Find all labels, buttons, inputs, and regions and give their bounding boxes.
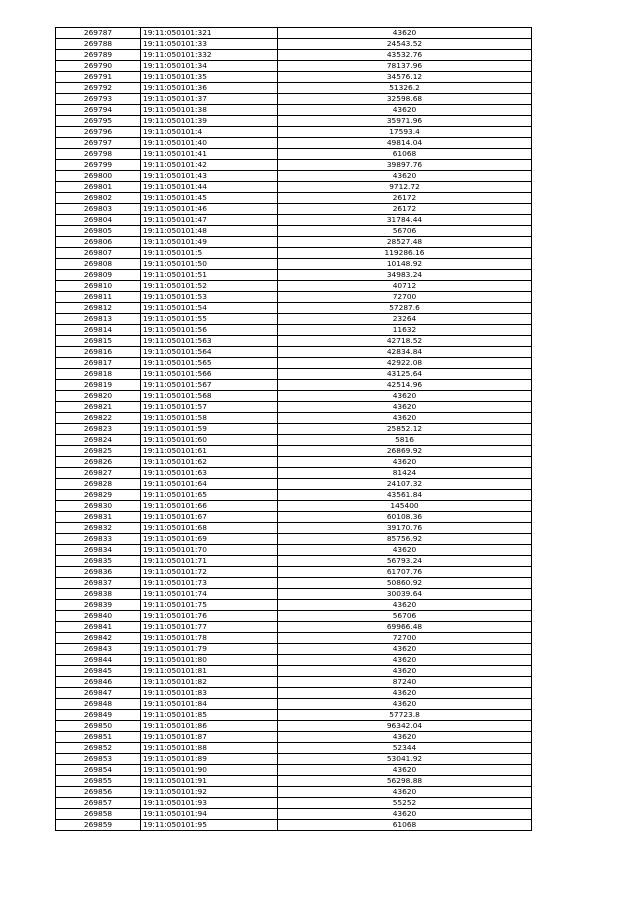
row-number-cell: 269799 — [56, 160, 141, 171]
row-number-cell: 269856 — [56, 787, 141, 798]
value-cell: 78137.96 — [278, 61, 532, 72]
row-number-cell: 269836 — [56, 567, 141, 578]
cadastral-number-cell: 19:11:050101:52 — [141, 281, 278, 292]
value-cell: 23264 — [278, 314, 532, 325]
cadastral-number-cell: 19:11:050101:55 — [141, 314, 278, 325]
row-number-cell: 269849 — [56, 710, 141, 721]
value-cell: 52344 — [278, 743, 532, 754]
row-number-cell: 269838 — [56, 589, 141, 600]
cadastral-number-cell: 19:11:050101:54 — [141, 303, 278, 314]
value-cell: 43620 — [278, 809, 532, 820]
table-row — [56, 50, 532, 61]
table-row — [56, 292, 532, 303]
row-number-cell: 269812 — [56, 303, 141, 314]
table-row — [56, 545, 532, 556]
value-cell: 43620 — [278, 787, 532, 798]
row-number-cell: 269830 — [56, 501, 141, 512]
table-row — [56, 644, 532, 655]
table-row — [56, 193, 532, 204]
table-row — [56, 380, 532, 391]
table-row — [56, 787, 532, 798]
table-row — [56, 798, 532, 809]
cadastral-number-cell: 19:11:050101:91 — [141, 776, 278, 787]
value-cell: 72700 — [278, 633, 532, 644]
value-cell: 32598.68 — [278, 94, 532, 105]
cadastral-number-cell: 19:11:050101:45 — [141, 193, 278, 204]
cadastral-number-cell: 19:11:050101:93 — [141, 798, 278, 809]
value-cell: 56706 — [278, 611, 532, 622]
row-number-cell: 269815 — [56, 336, 141, 347]
table-row — [56, 490, 532, 501]
table-row — [56, 523, 532, 534]
table-row — [56, 226, 532, 237]
table-row — [56, 446, 532, 457]
table-row — [56, 567, 532, 578]
row-number-cell: 269850 — [56, 721, 141, 732]
table-row — [56, 677, 532, 688]
row-number-cell: 269828 — [56, 479, 141, 490]
row-number-cell: 269819 — [56, 380, 141, 391]
table-row — [56, 479, 532, 490]
cadastral-number-cell: 19:11:050101:49 — [141, 237, 278, 248]
row-number-cell: 269851 — [56, 732, 141, 743]
cadastral-number-cell: 19:11:050101:41 — [141, 149, 278, 160]
table-row — [56, 578, 532, 589]
value-cell: 43620 — [278, 655, 532, 666]
value-cell: 26869.92 — [278, 446, 532, 457]
table-row — [56, 710, 532, 721]
row-number-cell: 269806 — [56, 237, 141, 248]
cadastral-number-cell: 19:11:050101:67 — [141, 512, 278, 523]
table-row — [56, 688, 532, 699]
row-number-cell: 269825 — [56, 446, 141, 457]
value-cell: 28527.48 — [278, 237, 532, 248]
cadastral-number-cell: 19:11:050101:50 — [141, 259, 278, 270]
cadastral-number-cell: 19:11:050101:58 — [141, 413, 278, 424]
cadastral-number-cell: 19:11:050101:565 — [141, 358, 278, 369]
value-cell: 34576.12 — [278, 72, 532, 83]
row-number-cell: 269797 — [56, 138, 141, 149]
table-row — [56, 149, 532, 160]
row-number-cell: 269788 — [56, 39, 141, 50]
row-number-cell: 269816 — [56, 347, 141, 358]
value-cell: 42922.08 — [278, 358, 532, 369]
table-row — [56, 721, 532, 732]
row-number-cell: 269855 — [56, 776, 141, 787]
row-number-cell: 269853 — [56, 754, 141, 765]
table-row — [56, 435, 532, 446]
value-cell: 43620 — [278, 545, 532, 556]
value-cell: 5816 — [278, 435, 532, 446]
value-cell: 43620 — [278, 688, 532, 699]
cadastral-number-cell: 19:11:050101:82 — [141, 677, 278, 688]
row-number-cell: 269824 — [56, 435, 141, 446]
table-row — [56, 600, 532, 611]
value-cell: 81424 — [278, 468, 532, 479]
row-number-cell: 269811 — [56, 292, 141, 303]
value-cell: 42718.52 — [278, 336, 532, 347]
row-number-cell: 269833 — [56, 534, 141, 545]
row-number-cell: 269832 — [56, 523, 141, 534]
table-row — [56, 820, 532, 831]
cadastral-number-cell: 19:11:050101:563 — [141, 336, 278, 347]
cadastral-number-cell: 19:11:050101:74 — [141, 589, 278, 600]
row-number-cell: 269845 — [56, 666, 141, 677]
row-number-cell: 269829 — [56, 490, 141, 501]
row-number-cell: 269787 — [56, 28, 141, 39]
table-row — [56, 116, 532, 127]
table-row — [56, 501, 532, 512]
cadastral-number-cell: 19:11:050101:332 — [141, 50, 278, 61]
cadastral-number-cell: 19:11:050101:68 — [141, 523, 278, 534]
row-number-cell: 269805 — [56, 226, 141, 237]
value-cell: 43620 — [278, 413, 532, 424]
row-number-cell: 269839 — [56, 600, 141, 611]
value-cell: 43620 — [278, 28, 532, 39]
value-cell: 56298.88 — [278, 776, 532, 787]
row-number-cell: 269826 — [56, 457, 141, 468]
value-cell: 40712 — [278, 281, 532, 292]
value-cell: 42514.96 — [278, 380, 532, 391]
table-row — [56, 61, 532, 72]
cadastral-number-cell: 19:11:050101:4 — [141, 127, 278, 138]
cadastral-number-cell: 19:11:050101:77 — [141, 622, 278, 633]
cadastral-number-cell: 19:11:050101:566 — [141, 369, 278, 380]
cadastral-number-cell: 19:11:050101:94 — [141, 809, 278, 820]
table-row — [56, 347, 532, 358]
table-row — [56, 534, 532, 545]
row-number-cell: 269809 — [56, 270, 141, 281]
value-cell: 26172 — [278, 193, 532, 204]
row-number-cell: 269814 — [56, 325, 141, 336]
row-number-cell: 269848 — [56, 699, 141, 710]
table-row — [56, 732, 532, 743]
row-number-cell: 269795 — [56, 116, 141, 127]
value-cell: 55252 — [278, 798, 532, 809]
row-number-cell: 269802 — [56, 193, 141, 204]
row-number-cell: 269858 — [56, 809, 141, 820]
table-row — [56, 413, 532, 424]
cadastral-number-cell: 19:11:050101:89 — [141, 754, 278, 765]
value-cell: 43561.84 — [278, 490, 532, 501]
cadastral-number-cell: 19:11:050101:321 — [141, 28, 278, 39]
table-row — [56, 622, 532, 633]
row-number-cell: 269818 — [56, 369, 141, 380]
table-row — [56, 655, 532, 666]
table-row — [56, 589, 532, 600]
value-cell: 17593.4 — [278, 127, 532, 138]
row-number-cell: 269793 — [56, 94, 141, 105]
cadastral-number-cell: 19:11:050101:46 — [141, 204, 278, 215]
table-row — [56, 248, 532, 259]
value-cell: 145400 — [278, 501, 532, 512]
cadastral-number-cell: 19:11:050101:80 — [141, 655, 278, 666]
value-cell: 51326.2 — [278, 83, 532, 94]
row-number-cell: 269831 — [56, 512, 141, 523]
value-cell: 53041.92 — [278, 754, 532, 765]
value-cell: 61068 — [278, 820, 532, 831]
table-row — [56, 457, 532, 468]
row-number-cell: 269813 — [56, 314, 141, 325]
table-row — [56, 28, 532, 39]
cadastral-number-cell: 19:11:050101:5 — [141, 248, 278, 259]
table-row — [56, 754, 532, 765]
value-cell: 43620 — [278, 732, 532, 743]
value-cell: 43620 — [278, 699, 532, 710]
cadastral-number-cell: 19:11:050101:95 — [141, 820, 278, 831]
cadastral-number-cell: 19:11:050101:60 — [141, 435, 278, 446]
table-row — [56, 72, 532, 83]
table-row — [56, 215, 532, 226]
table-row — [56, 424, 532, 435]
cadastral-number-cell: 19:11:050101:85 — [141, 710, 278, 721]
table-row — [56, 314, 532, 325]
value-cell: 39897.76 — [278, 160, 532, 171]
value-cell: 61068 — [278, 149, 532, 160]
cadastral-number-cell: 19:11:050101:43 — [141, 171, 278, 182]
row-number-cell: 269846 — [56, 677, 141, 688]
cadastral-number-cell: 19:11:050101:568 — [141, 391, 278, 402]
value-cell: 34983.24 — [278, 270, 532, 281]
cadastral-number-cell: 19:11:050101:39 — [141, 116, 278, 127]
table-row — [56, 468, 532, 479]
cadastral-number-cell: 19:11:050101:51 — [141, 270, 278, 281]
row-number-cell: 269803 — [56, 204, 141, 215]
table-row — [56, 743, 532, 754]
cadastral-number-cell: 19:11:050101:75 — [141, 600, 278, 611]
value-cell: 43620 — [278, 105, 532, 116]
cadastral-number-cell: 19:11:050101:81 — [141, 666, 278, 677]
row-number-cell: 269840 — [56, 611, 141, 622]
cadastral-number-cell: 19:11:050101:37 — [141, 94, 278, 105]
row-number-cell: 269796 — [56, 127, 141, 138]
cadastral-number-cell: 19:11:050101:84 — [141, 699, 278, 710]
value-cell: 43620 — [278, 666, 532, 677]
value-cell: 43620 — [278, 644, 532, 655]
value-cell: 43620 — [278, 457, 532, 468]
value-cell: 119286.16 — [278, 248, 532, 259]
cadastral-number-cell: 19:11:050101:53 — [141, 292, 278, 303]
value-cell: 30039.64 — [278, 589, 532, 600]
table-row — [56, 270, 532, 281]
table-row — [56, 171, 532, 182]
cadastral-number-cell: 19:11:050101:57 — [141, 402, 278, 413]
row-number-cell: 269804 — [56, 215, 141, 226]
cadastral-number-cell: 19:11:050101:87 — [141, 732, 278, 743]
value-cell: 56793.24 — [278, 556, 532, 567]
table-row — [56, 259, 532, 270]
row-number-cell: 269792 — [56, 83, 141, 94]
table-row — [56, 556, 532, 567]
value-cell: 39170.76 — [278, 523, 532, 534]
value-cell: 60108.36 — [278, 512, 532, 523]
row-number-cell: 269791 — [56, 72, 141, 83]
cadastral-number-cell: 19:11:050101:564 — [141, 347, 278, 358]
cadastral-number-cell: 19:11:050101:56 — [141, 325, 278, 336]
cadastral-number-cell: 19:11:050101:70 — [141, 545, 278, 556]
table-row — [56, 633, 532, 644]
row-number-cell: 269847 — [56, 688, 141, 699]
value-cell: 56706 — [278, 226, 532, 237]
row-number-cell: 269842 — [56, 633, 141, 644]
value-cell: 43620 — [278, 765, 532, 776]
table-row — [56, 512, 532, 523]
table-row — [56, 336, 532, 347]
cadastral-number-cell: 19:11:050101:71 — [141, 556, 278, 567]
value-cell: 43620 — [278, 171, 532, 182]
row-number-cell: 269827 — [56, 468, 141, 479]
table-row — [56, 809, 532, 820]
cadastral-number-cell: 19:11:050101:61 — [141, 446, 278, 457]
table-row — [56, 391, 532, 402]
value-cell: 11632 — [278, 325, 532, 336]
cadastral-number-cell: 19:11:050101:88 — [141, 743, 278, 754]
cadastral-number-cell: 19:11:050101:38 — [141, 105, 278, 116]
table-row — [56, 325, 532, 336]
cadastral-number-cell: 19:11:050101:69 — [141, 534, 278, 545]
table-row — [56, 182, 532, 193]
cadastral-number-cell: 19:11:050101:92 — [141, 787, 278, 798]
value-cell: 43532.76 — [278, 50, 532, 61]
row-number-cell: 269837 — [56, 578, 141, 589]
row-number-cell: 269854 — [56, 765, 141, 776]
row-number-cell: 269823 — [56, 424, 141, 435]
table-row — [56, 281, 532, 292]
value-cell: 49814.04 — [278, 138, 532, 149]
cadastral-number-cell: 19:11:050101:72 — [141, 567, 278, 578]
table-row — [56, 765, 532, 776]
cadastral-number-cell: 19:11:050101:42 — [141, 160, 278, 171]
value-cell: 35971.96 — [278, 116, 532, 127]
table-row — [56, 666, 532, 677]
value-cell: 43620 — [278, 391, 532, 402]
row-number-cell: 269822 — [56, 413, 141, 424]
row-number-cell: 269800 — [56, 171, 141, 182]
table-row — [56, 776, 532, 787]
value-cell: 9712.72 — [278, 182, 532, 193]
table-row — [56, 611, 532, 622]
cadastral-number-cell: 19:11:050101:63 — [141, 468, 278, 479]
table-row — [56, 127, 532, 138]
cadastral-number-cell: 19:11:050101:35 — [141, 72, 278, 83]
cadastral-number-cell: 19:11:050101:33 — [141, 39, 278, 50]
cadastral-number-cell: 19:11:050101:73 — [141, 578, 278, 589]
value-cell: 24107.32 — [278, 479, 532, 490]
table-body — [56, 28, 532, 831]
row-number-cell: 269857 — [56, 798, 141, 809]
row-number-cell: 269789 — [56, 50, 141, 61]
value-cell: 24543.52 — [278, 39, 532, 50]
row-number-cell: 269852 — [56, 743, 141, 754]
table-row — [56, 83, 532, 94]
cadastral-number-cell: 19:11:050101:66 — [141, 501, 278, 512]
table-row — [56, 105, 532, 116]
value-cell: 50860.92 — [278, 578, 532, 589]
row-number-cell: 269807 — [56, 248, 141, 259]
table-row — [56, 699, 532, 710]
value-cell: 43620 — [278, 600, 532, 611]
table-row — [56, 138, 532, 149]
value-cell: 26172 — [278, 204, 532, 215]
value-cell: 85756.92 — [278, 534, 532, 545]
cadastral-number-cell: 19:11:050101:76 — [141, 611, 278, 622]
table-row — [56, 303, 532, 314]
cadastral-number-cell: 19:11:050101:65 — [141, 490, 278, 501]
cadastral-number-cell: 19:11:050101:86 — [141, 721, 278, 732]
value-cell: 10148.92 — [278, 259, 532, 270]
row-number-cell: 269834 — [56, 545, 141, 556]
row-number-cell: 269817 — [56, 358, 141, 369]
row-number-cell: 269835 — [56, 556, 141, 567]
cadastral-number-cell: 19:11:050101:90 — [141, 765, 278, 776]
cadastral-number-cell: 19:11:050101:44 — [141, 182, 278, 193]
value-cell: 61707.76 — [278, 567, 532, 578]
row-number-cell: 269794 — [56, 105, 141, 116]
row-number-cell: 269810 — [56, 281, 141, 292]
cadastral-number-cell: 19:11:050101:47 — [141, 215, 278, 226]
row-number-cell: 269821 — [56, 402, 141, 413]
row-number-cell: 269801 — [56, 182, 141, 193]
table-row — [56, 369, 532, 380]
document-page — [55, 27, 531, 831]
cadastral-number-cell: 19:11:050101:79 — [141, 644, 278, 655]
table-row — [56, 204, 532, 215]
table-row — [56, 39, 532, 50]
value-cell: 42834.84 — [278, 347, 532, 358]
value-cell: 96342.04 — [278, 721, 532, 732]
cadastral-number-cell: 19:11:050101:83 — [141, 688, 278, 699]
value-cell: 25852.12 — [278, 424, 532, 435]
value-cell: 31784.44 — [278, 215, 532, 226]
row-number-cell: 269808 — [56, 259, 141, 270]
row-number-cell: 269841 — [56, 622, 141, 633]
row-number-cell: 269790 — [56, 61, 141, 72]
row-number-cell: 269844 — [56, 655, 141, 666]
cadastral-number-cell: 19:11:050101:567 — [141, 380, 278, 391]
row-number-cell: 269843 — [56, 644, 141, 655]
value-cell: 69966.48 — [278, 622, 532, 633]
cadastral-number-cell: 19:11:050101:40 — [141, 138, 278, 149]
cadastral-number-cell: 19:11:050101:78 — [141, 633, 278, 644]
cadastral-number-cell: 19:11:050101:62 — [141, 457, 278, 468]
table-row — [56, 94, 532, 105]
data-table — [55, 27, 532, 831]
value-cell: 87240 — [278, 677, 532, 688]
table-row — [56, 402, 532, 413]
table-row — [56, 358, 532, 369]
cadastral-number-cell: 19:11:050101:48 — [141, 226, 278, 237]
cadastral-number-cell: 19:11:050101:59 — [141, 424, 278, 435]
value-cell: 72700 — [278, 292, 532, 303]
cadastral-number-cell: 19:11:050101:64 — [141, 479, 278, 490]
cadastral-number-cell: 19:11:050101:36 — [141, 83, 278, 94]
row-number-cell: 269859 — [56, 820, 141, 831]
cadastral-number-cell: 19:11:050101:34 — [141, 61, 278, 72]
table-row — [56, 160, 532, 171]
value-cell: 57723.8 — [278, 710, 532, 721]
value-cell: 43620 — [278, 402, 532, 413]
value-cell: 57287.6 — [278, 303, 532, 314]
value-cell: 43125.64 — [278, 369, 532, 380]
row-number-cell: 269798 — [56, 149, 141, 160]
row-number-cell: 269820 — [56, 391, 141, 402]
table-row — [56, 237, 532, 248]
